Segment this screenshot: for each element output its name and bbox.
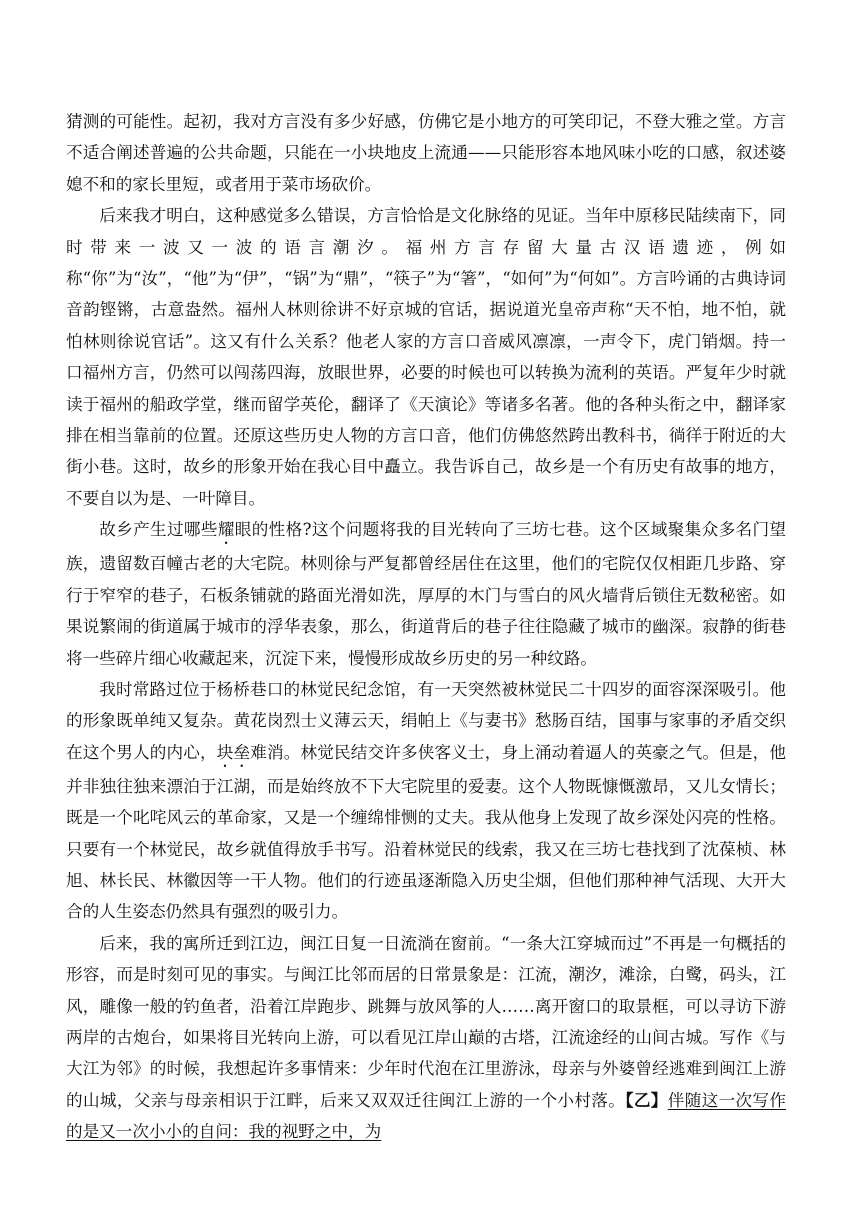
document-body [66, 106, 786, 1148]
paragraph-three-lanes [66, 514, 786, 674]
underlined-sentence: 伴随这一次写作的是又一次小小的自问：我的视野之中，为 [66, 1090, 787, 1142]
section-marker-yi: 【乙】 [625, 1089, 668, 1110]
paragraph-text-start: 我时常路过位于杨桥巷口的林觉民纪念馆，有一天突然被林觉民二十四岁的面容深深吸引。他的形象既单纯又复杂。黄花岗烈士义薄云天，绢帕上《与妻书》愁肠百结，国事与家事的矛盾交织在这个男人的内心， [66, 679, 786, 762]
paragraph-dialect-history: 后来我才明白，这种感觉多么错误，方言恰恰是文化脉络的见证。当年中原移民陆续南下，同时带来一波又一波的语言潮汐。福州方言存留大量古汉语遗迹，例如称“你”为“汝”，“他”为“伊”，“锅”为“鼎”，“筷子”为“箸”，“如何”为“何如”。方言吟诵的古典诗词音韵铿锵，古意盎然。福州人林则徐讲不好京城的官话，据说道光皇帝声称“天不怕，地不怕，就怕林则徐说官话”。这又有什么关系？他老人家的方言口音威风凛凛，一声令下，虎门销烟。持一口福州方言，仍然可以闯荡四海，放眼世界，必要的时候也可以转换为流利的英语。严复年少时就读于福州的船政学堂，继而留学英伦，翻译了《天演论》等诸多名著。他的各种头衔之中，翻译家排在相当靠前的位置。还原这些历史人物的方言口音，他们仿佛悠然跨出教科书，徜徉于附近的大街小巷。这时，故乡的形象开始在我心目中矗立。我告诉自己，故乡是一个有历史有故事的地方，不要自以为是、一叶障目。 [66, 206, 786, 508]
paragraph-min-river [66, 928, 786, 1148]
emphasized-word: 块垒 [216, 742, 251, 762]
paragraph-dialect-impression: 猜测的可能性。起初，我对方言没有多少好感，仿佛它是小地方的可笑印记，不登大雅之堂。方言不适合阐述普遍的公共命题，只能在一小块地皮上流通——只能形容本地风味小吃的口感，叙述婆媳不和的家长里短，或者用于菜市场砍价。 [66, 112, 786, 194]
paragraph-lin-juemin [66, 674, 786, 928]
paragraph-text-end: 难消。林觉民结交许多侠客义士，身上涌动着逼人的英豪之气。但是，他并非独往独来漂泊于江湖，而是始终放不下大宅院里的爱妻。这个人物既慷慨激昂，又儿女情长；既是一个叱咤风云的革命家，又是一个缠绵悱恻的丈夫。我从他身上发现了故乡深处闪亮的性格。只要有一个林觉民，故乡就值得放手书写。沿着林觉民的线索，我又在三坊七巷找到了沈葆桢、林旭、林长民、林徽因等一干人物。他们的行迹虽逐渐隐入历史尘烟，但他们那种神气活现、大开大合的人生姿态仍然具有强烈的吸引力。 [66, 742, 787, 922]
paragraph-text-start: 后来，我的寓所迁到江边，闽江日复一日流淌在窗前。“一条大江穿城而过”不再是一句概括的形容，而是时刻可见的事实。与闽江比邻而居的日常景象是：江流，潮汐，滩涂，白鹭，码头，江风，雕像一般的钓鱼者，沿着江岸跑步、跳舞与放风筝的人……离开窗口的取景框，可以寻访下游两岸的古炮台，如果将目光转向上游，可以看见江岸山巅的古塔，江流途经的山间古城。写作《与大江为邻》的时候，我想起许多事情来：少年时代泡在江里游泳，母亲与外婆曾经逃难到闽江上游的山城，父亲与母亲相识于江畔，后来又双双迁往闽江上游的一个小村落。 [66, 933, 786, 1110]
paragraph-text-start: 故乡产生过哪些 [99, 520, 218, 540]
paragraph-text-end: 眼的性格?这个问题将我的目光转向了三坊七巷。这个区域聚集众多名门望族，遗留数百幢古老的大宅院。林则徐与严复都曾经居住在这里，他们的宅院仅仅相距几步路、穿行于窄窄的巷子，石板条铺就的路面光滑如洗，厚厚的木门与雪白的风火墙背后锁住无数秘密。如果说繁闹的街道属于城市的浮华表象，那么，街道背后的巷子往往隐藏了城市的幽深。寂静的街巷将一些碎片细心收藏起来，沉淀下来，慢慢形成故乡历史的另一种纹路。 [66, 520, 787, 668]
emphasized-word: 耀 [217, 520, 235, 540]
